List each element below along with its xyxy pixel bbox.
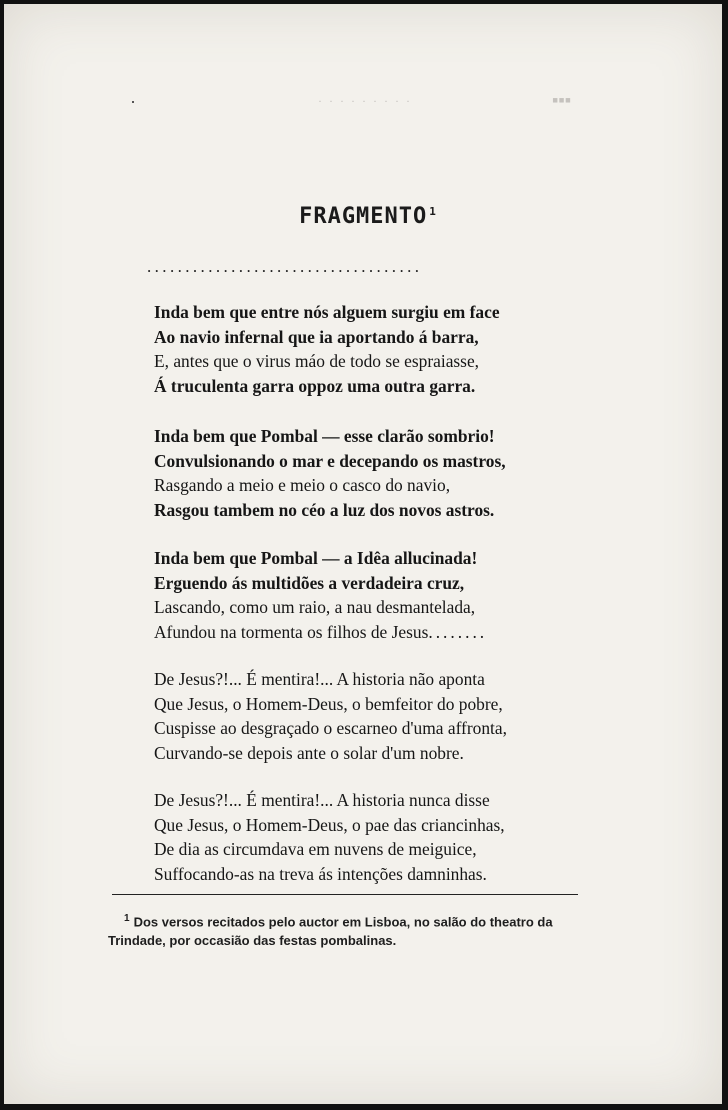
stanza-1 [154,300,574,399]
verse-line: Erguendo ás multidões a verdadeira cruz, [154,572,465,593]
bleed-running-head: · · · · · · · · · [316,94,410,108]
verse-line: Ao navio infernal que ia aportando á barra, [154,326,479,347]
book-page [4,4,722,1104]
footnote-text: Dos versos recitados pelo auctor em Lisboa, no salão do theatro da Trindade, por occasião das festas pombalinas. [108,914,553,949]
footnote [108,909,582,950]
verse-line: Que Jesus, o Homem-Deus, o bemfeitor do pobre, [154,693,503,714]
verse-line: Curvando-se depois ante o solar d'um nobre. [154,743,464,764]
verse-line: Convulsionando o mar e decepando os mastros, [154,450,506,471]
poem-title [4,204,728,229]
ellipsis-line: .................................... [147,257,423,276]
verse-line: Que Jesus, o Homem-Deus, o pae das criancinhas, [154,814,505,835]
verse-line: Rasgando a meio e meio o casco do navio, [154,475,451,496]
bleed-page-number: ▪▪▪ [552,90,572,110]
verse-line [154,620,574,645]
verse-line: De Jesus?!... É mentira!... A historia nunca disse [154,790,490,810]
footnote-mark: 1 [124,913,130,924]
verse-line: Rasgou tambem no céo a luz dos novos astros. [154,500,495,521]
verse-trailing-dots: ........ [428,622,488,643]
verse-line: Cuspisse ao desgraçado o escarneo d'uma affronta, [154,718,507,739]
stanza-3 [154,546,574,645]
footnote-divider [112,894,578,895]
title-footnote-mark: 1 [429,204,437,218]
scan-speck [132,101,134,103]
verse-line: E, antes que o virus máo de todo se espraiasse, [154,351,480,372]
verse-line: Suffocando-as na treva ás intenções damninhas. [154,864,487,885]
verse-line: De dia as circumdava em nuvens de meiguice, [154,839,477,860]
stanza-5 [154,788,574,887]
verse-line: Á truculenta garra oppoz uma outra garra. [154,376,476,397]
verse-line: Lascando, como um raio, a nau desmantelada, [154,597,476,618]
poem-title-text: FRAGMENTO [299,204,428,229]
verse-line: Inda bem que Pombal — esse clarão sombrio! [154,426,495,446]
verse-line: De Jesus?!... É mentira!... A historia não aponta [154,669,485,689]
verse-line: Inda bem que entre nós alguem surgiu em face [154,302,500,322]
stanza-2 [154,424,574,523]
stanza-4 [154,667,574,766]
verse-line: Inda bem que Pombal — a Idêa allucinada! [154,548,478,568]
verse-line-text: Afundou na tormenta os filhos de Jesus [154,622,429,643]
